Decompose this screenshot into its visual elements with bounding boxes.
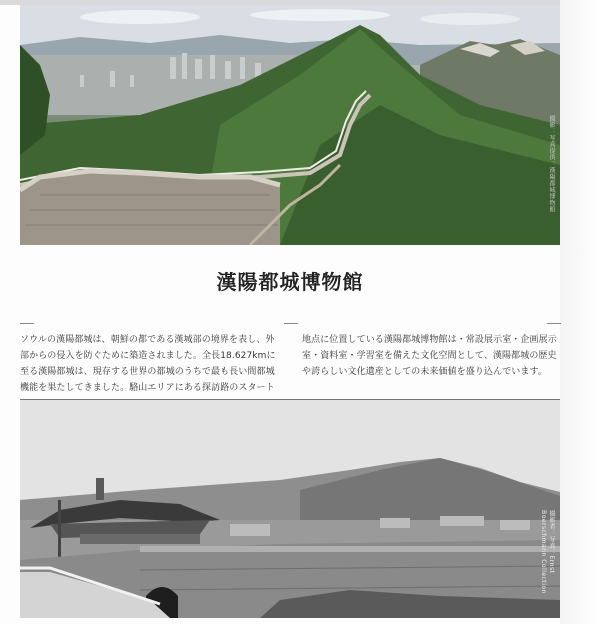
- page-title: 漢陽都城博物館: [216, 270, 364, 294]
- city-wall-mountain-illustration: [20, 5, 560, 245]
- body-paragraph-left: ソウルの漢陽都城は、朝鮮の都である漢城部の境界を表し、外部からの侵入を防ぐために築造されました。全長18.627kmに至る漢陽都城は、現存する世界の都城のうちで最も長い間都城機能を果たしてきました。駱山エリアにある探訪路のスタート: [20, 335, 276, 393]
- historical-gate-illustration: [20, 400, 560, 618]
- city-wall-mountain-photo: [20, 5, 560, 245]
- bottom-photo-credit: 撮影者：写真：Ernst Boerschmann Collection: [540, 510, 555, 594]
- center-column-rule: [284, 323, 298, 324]
- scan-right-margin: [560, 0, 600, 624]
- right-column-rule: [547, 323, 561, 324]
- body-paragraph-right: 地点に位置している漢陽都城博物館は・常設展示室・企画展示室・資料室・学習室を備えた文化空間として、漢陽都城の歴史や誇らしい文化遺産としての未来価値を盛り込んでいます。: [302, 335, 557, 377]
- historical-city-wall-photo: [20, 400, 560, 618]
- left-column-rule: [20, 323, 34, 324]
- top-photo-credit: 撮影：写真提供：漢陽都城博物館: [548, 115, 555, 213]
